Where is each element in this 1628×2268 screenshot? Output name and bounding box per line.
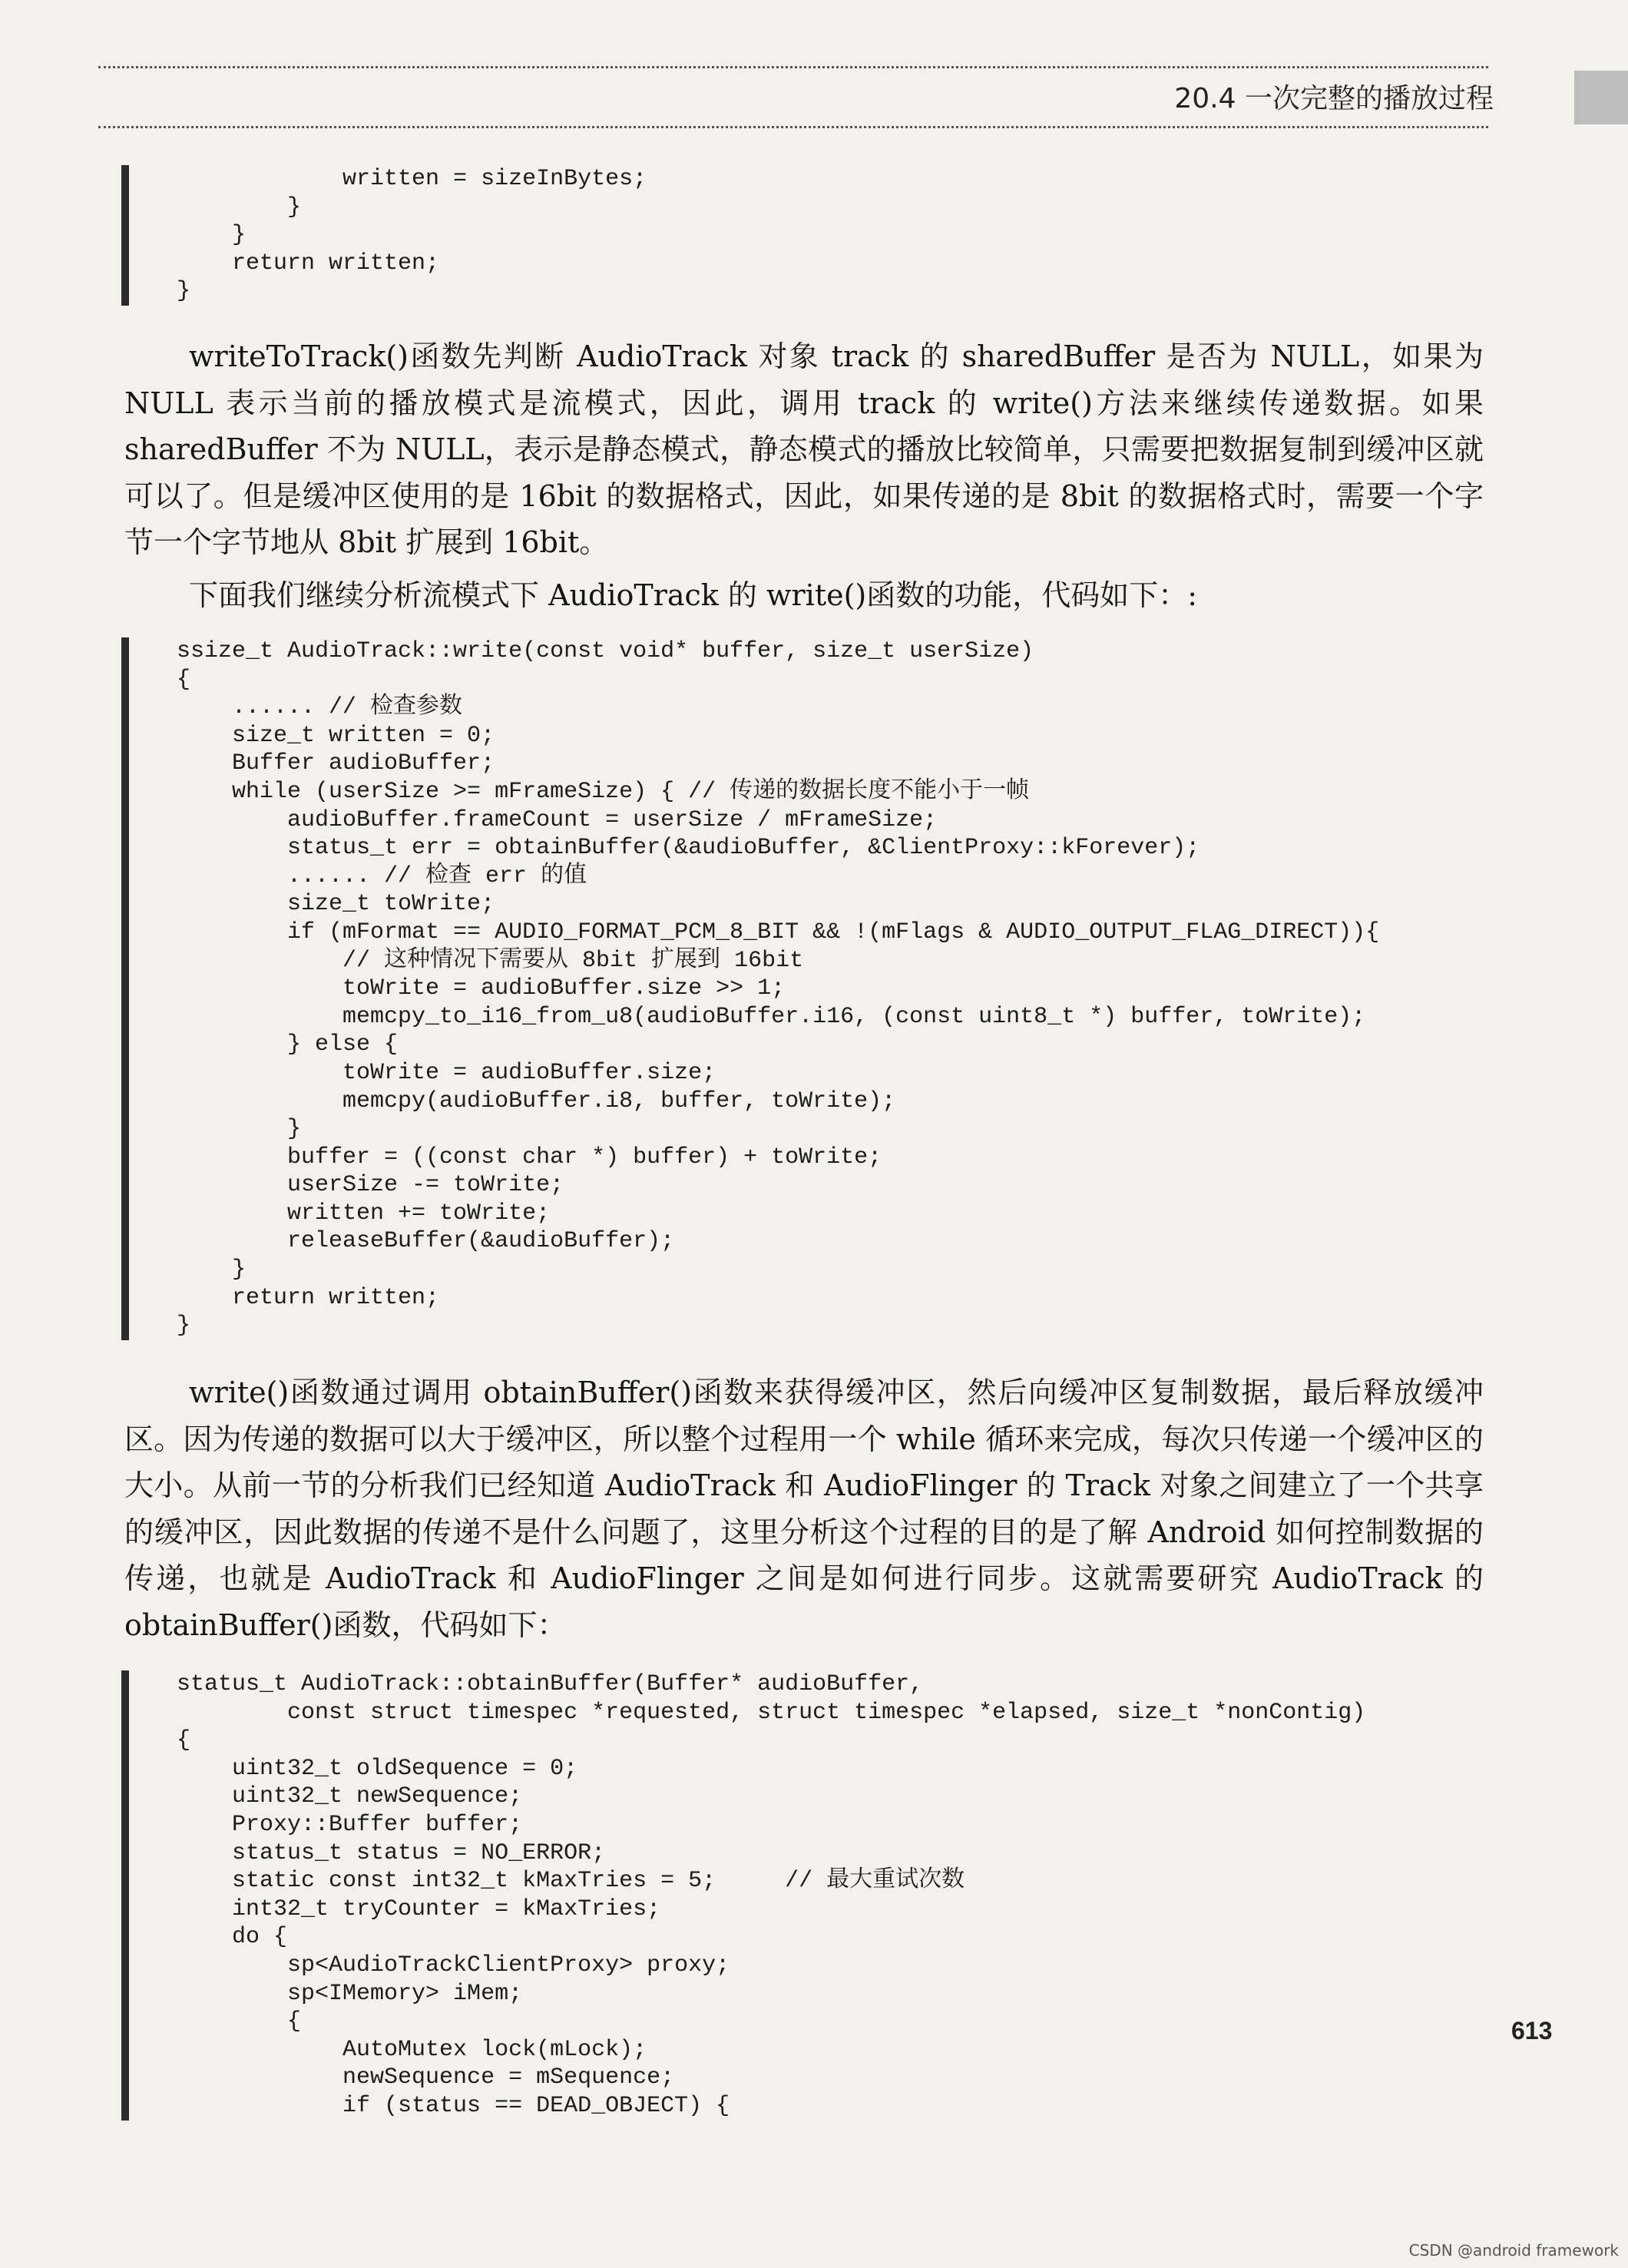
paragraph-write-intro: 下面我们继续分析流模式下 AudioTrack 的 write()函数的功能，代码如下：: <box>189 578 1198 612</box>
code-block-audiotrack-write <box>121 637 1379 1340</box>
code-text: written = sizeInBytes; } } return written; } <box>177 166 647 305</box>
code-block-write-to-track-end <box>121 165 647 306</box>
page-number: 613 <box>1511 2017 1553 2045</box>
header-rule-bottom <box>98 126 1488 128</box>
code-text: status_t AudioTrack::obtainBuffer(Buffer* audioBuffer, const struct timespec *requested, struct timespec *elapsed, size_t *nonContig) { uint32_t oldSequence = 0; uint32_t newSequence; Proxy::Buffer buffer; status_t status = NO_ERROR; static const int32_t kMaxTries = 5; // 最大重试次数 int32_t tryCounter = kMaxTries; do { sp<AudioTrackClientProxy> proxy; sp<IMemory> iMem; { AutoMutex lock(mLock); newSequence = mSequence; if (status == DEAD_OBJECT) { <box>177 1671 1366 2119</box>
page-edge-tab <box>1574 71 1628 124</box>
paragraph-write-to-track: writeToTrack()函数先判断 AudioTrack 对象 track 的 sharedBuffer 是否为 NULL，如果为 NULL 表示当前的播放模式是流模式，因此，调用 track 的 write()方法来继续传递数据。如果 sharedBuffer 不为 NULL，表示是静态模式，静态模式的播放比较简单，只需要把数据复制到缓冲区就可以了。但是缓冲区使用的是 16bit 的数据格式，因此，如果传递的是 8bit 的数据格式时，需要一个字节一个字节地从 8bit 扩展到 16bit。 <box>124 339 1484 559</box>
watermark: CSDN @android framework <box>1408 2241 1619 2260</box>
paragraph-write-explanation: write()函数通过调用 obtainBuffer()函数来获得缓冲区，然后向缓冲区复制数据，最后释放缓冲区。因为传递的数据可以大于缓冲区，所以整个过程用一个 while 循环来完成，每次只传递一个缓冲区的大小。从前一节的分析我们已经知道 AudioTrack 和 AudioFlinger 的 Track 对象之间建立了一个共享的缓冲区，因此数据的传递不是什么问题了，这里分析这个过程的目的是了解 Android 如何控制数据的传递，也就是 AudioTrack 和 AudioFlinger 之间是如何进行同步。这就需要研究 AudioTrack 的 obtainBuffer()函数，代码如下： <box>124 1376 1484 1642</box>
running-header-title: 20.4 一次完整的播放过程 <box>1174 83 1494 114</box>
code-text: ssize_t AudioTrack::write(const void* buffer, size_t userSize) { ...... // 检查参数 size_t written = 0; Buffer audioBuffer; while (userSize >= mFrameSize) { // 传递的数据长度不能小于一帧 audioBuffer.frameCount = userSize / mFrameSize; status_t err = obtainBuffer(&audioBuffer, &ClientProxy::kForever); ...... // 检查 err 的值 size_t toWrite; if (mFormat == AUDIO_FORMAT_PCM_8_BIT && !(mFlags & AUDIO_OUTPUT_FLAG_DIRECT)){ // 这种情况下需要从 8bit 扩展到 16bit toWrite = audioBuffer.size >> 1; memcpy_to_i16_from_u8(audioBuffer.i16, (const uint8_t *) buffer, toWrite); } else { toWrite = audioBuffer.size; memcpy(audioBuffer.i8, buffer, toWrite); } buffer = ((const char *) buffer) + toWrite; userSize -= toWrite; written += toWrite; releaseBuffer(&audioBuffer); } return written; } <box>177 638 1380 1339</box>
header-rule-top <box>98 66 1488 68</box>
code-block-obtain-buffer <box>121 1670 1365 2121</box>
